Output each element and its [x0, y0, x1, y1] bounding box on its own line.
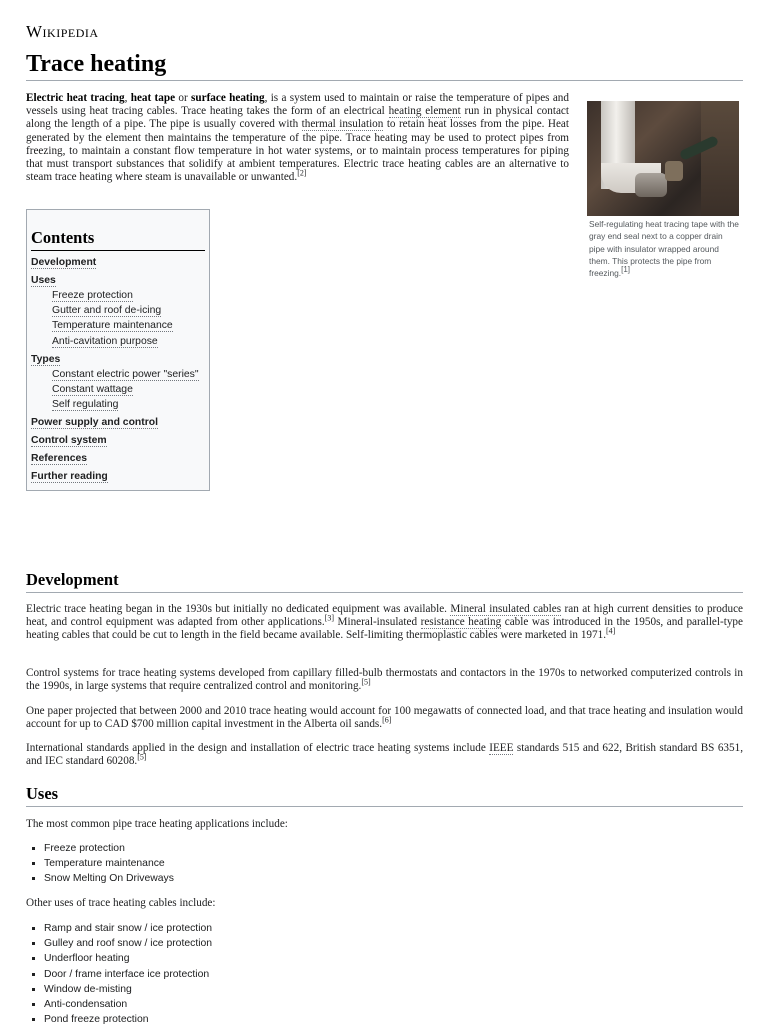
- page-title: Trace heating: [26, 51, 743, 81]
- list-item: ▪ Snow Melting On Driveways: [44, 871, 174, 886]
- text: cable was introduced in the 1950s, and parallel-type heating cables that could be cut to length in the field became available. Self-limiting thermoplastic cables were marketed in 1971.: [26, 616, 743, 642]
- toc-subitem: [52, 303, 205, 318]
- toc-sublink[interactable]: Anti-cavitation purpose: [52, 335, 158, 347]
- lead-paragraph: [26, 92, 569, 184]
- toc-subitem: [52, 397, 205, 412]
- toc-link[interactable]: Uses: [31, 275, 56, 286]
- toc-sublist: [31, 367, 205, 413]
- toc-subitem: [52, 334, 205, 349]
- toc-sublink[interactable]: Self regulating: [52, 399, 119, 411]
- toc-item: [31, 256, 205, 270]
- uses-list-other: [26, 921, 212, 1027]
- citation-ref[interactable]: [2]: [297, 168, 307, 178]
- uses-list-common: [26, 841, 174, 887]
- bold-term: surface heating: [191, 92, 265, 104]
- toc-list: [31, 256, 205, 484]
- list-item: ▪ Underfloor heating: [44, 951, 212, 966]
- list-item: ▪ Door / frame interface ice protection: [44, 967, 212, 982]
- toc-subitem: [52, 367, 205, 382]
- toc-item: [31, 434, 205, 448]
- infobox-figure: [587, 101, 739, 279]
- toc-sublink[interactable]: Freeze protection: [52, 290, 133, 301]
- text: Electric trace heating began in the 1930s but initially no dedicated equipment was available.: [26, 603, 451, 615]
- section-heading-uses: Uses: [26, 784, 743, 807]
- text: run in physical contact along the length of a pipe. The pipe is usually covered with: [26, 105, 570, 131]
- table-of-contents: [26, 209, 210, 491]
- list-item: ▪ Ramp and stair snow / ice protection: [44, 921, 212, 936]
- toc-link[interactable]: References: [31, 453, 88, 465]
- list-item: ▪ Gulley and roof snow / ice protection: [44, 936, 212, 951]
- toc-title: Contents: [31, 228, 205, 251]
- text: , is a system used to maintain or raise the temperature of pipes and vessels using heat tracing cables. Trace heating takes the form of an electrical: [26, 92, 569, 118]
- toc-sublink[interactable]: Gutter and roof de-icing: [52, 305, 162, 317]
- toc-subitem: [52, 318, 205, 333]
- toc-sublink[interactable]: Temperature maintenance: [52, 320, 173, 332]
- list-item: ▪ Window de-misting: [44, 982, 212, 997]
- text: International standards applied in the design and installation of electric trace heating systems include: [26, 742, 490, 754]
- citation-ref[interactable]: [4]: [606, 626, 616, 636]
- toc-link[interactable]: Types: [31, 353, 61, 365]
- toc-link[interactable]: Power supply and control: [31, 417, 159, 429]
- text: or: [175, 92, 192, 104]
- citation-ref[interactable]: [3]: [324, 613, 334, 623]
- uses-intro-2: Other uses of trace heating cables include:: [26, 897, 216, 909]
- toc-link[interactable]: Further reading: [31, 471, 108, 483]
- citation-ref[interactable]: [5]: [137, 752, 147, 762]
- toc-subitem: [52, 382, 205, 397]
- toc-link[interactable]: Development: [31, 257, 97, 268]
- text: to retain heat losses from the pipe. Heat generated by the element then maintains the temperature of the pipe. Trace heating may be used to protect pipes from freezing, to maintain a constant flow temperature in hot water systems, or to maintain process temperatures for piping that must transport substances that solidify at ambient temperatures. Electric trace heating cables are an alternative to steam trace heating where steam is unavailable or unwanted.: [26, 118, 570, 184]
- text: One paper projected that between 2000 and 2010 trace heating would account for 100 megawatts of connected load, and that trace heating and insulation would account for up to CAD $700 million capital investment in the Alberta oil sands.: [26, 705, 743, 731]
- text: ran at high current densities to produce heat, and control equipment was adapted from other applications.: [26, 603, 743, 629]
- heating-element-link[interactable]: heating element: [388, 105, 461, 118]
- uses-intro-1: The most common pipe trace heating applications include:: [26, 818, 288, 830]
- toc-sublink[interactable]: Constant electric power "series": [52, 368, 199, 380]
- thermal-insulation-link[interactable]: thermal insulation: [301, 118, 384, 131]
- development-paragraph-3: [26, 705, 743, 731]
- list-item: ▪ Temperature maintenance: [44, 856, 174, 871]
- citation-ref[interactable]: [1]: [621, 265, 631, 275]
- text: Control systems for trace heating systems developed from capillary filled-bulb thermostats and contactors in the 1970s to networked computerized controls in the 1990s, in large systems that require centralized control and monitoring.: [26, 667, 743, 693]
- toc-subitem: [52, 288, 205, 303]
- section-heading-development: Development: [26, 570, 743, 593]
- toc-sublist: [31, 288, 205, 349]
- development-paragraph-4: [26, 742, 743, 768]
- list-item: ▪ Anti-condensation: [44, 997, 212, 1012]
- citation-ref[interactable]: [5]: [361, 677, 371, 687]
- toc-item: [31, 470, 205, 484]
- resistance-heating-link[interactable]: resistance heating: [420, 616, 502, 629]
- toc-item: [31, 274, 205, 349]
- ieee-link[interactable]: IEEE: [489, 742, 514, 754]
- toc-sublink[interactable]: Constant wattage: [52, 384, 133, 396]
- heat-tracing-photo[interactable]: [587, 101, 739, 216]
- toc-item: [31, 416, 205, 430]
- figure-caption: [589, 218, 739, 279]
- wikipedia-wordmark[interactable]: Wikipedia: [26, 22, 99, 41]
- toc-item: [31, 353, 205, 413]
- caption-text: Self-regulating heat tracing tape with the gray end seal next to a copper drain pipe with insulator wrapped around them. This protects the pipe from freezing.: [589, 219, 739, 279]
- citation-ref[interactable]: [6]: [382, 715, 392, 725]
- list-item: ▪ Freeze protection: [44, 841, 174, 856]
- text: ,: [124, 92, 131, 104]
- text: standards 515 and 622, British standard BS 6351, and IEC standard 60208.: [26, 742, 743, 768]
- bold-term: Electric heat tracing: [26, 92, 125, 104]
- toc-item: [31, 452, 205, 466]
- development-paragraph-1: [26, 603, 743, 643]
- list-item: ▪ Pond freeze protection: [44, 1012, 212, 1027]
- mineral-insulated-cables-link[interactable]: Mineral insulated cables: [450, 603, 562, 615]
- text: Mineral-insulated: [333, 616, 421, 629]
- development-paragraph-2: [26, 667, 743, 693]
- bold-term: heat tape: [130, 92, 176, 104]
- toc-link[interactable]: Control system: [31, 435, 107, 447]
